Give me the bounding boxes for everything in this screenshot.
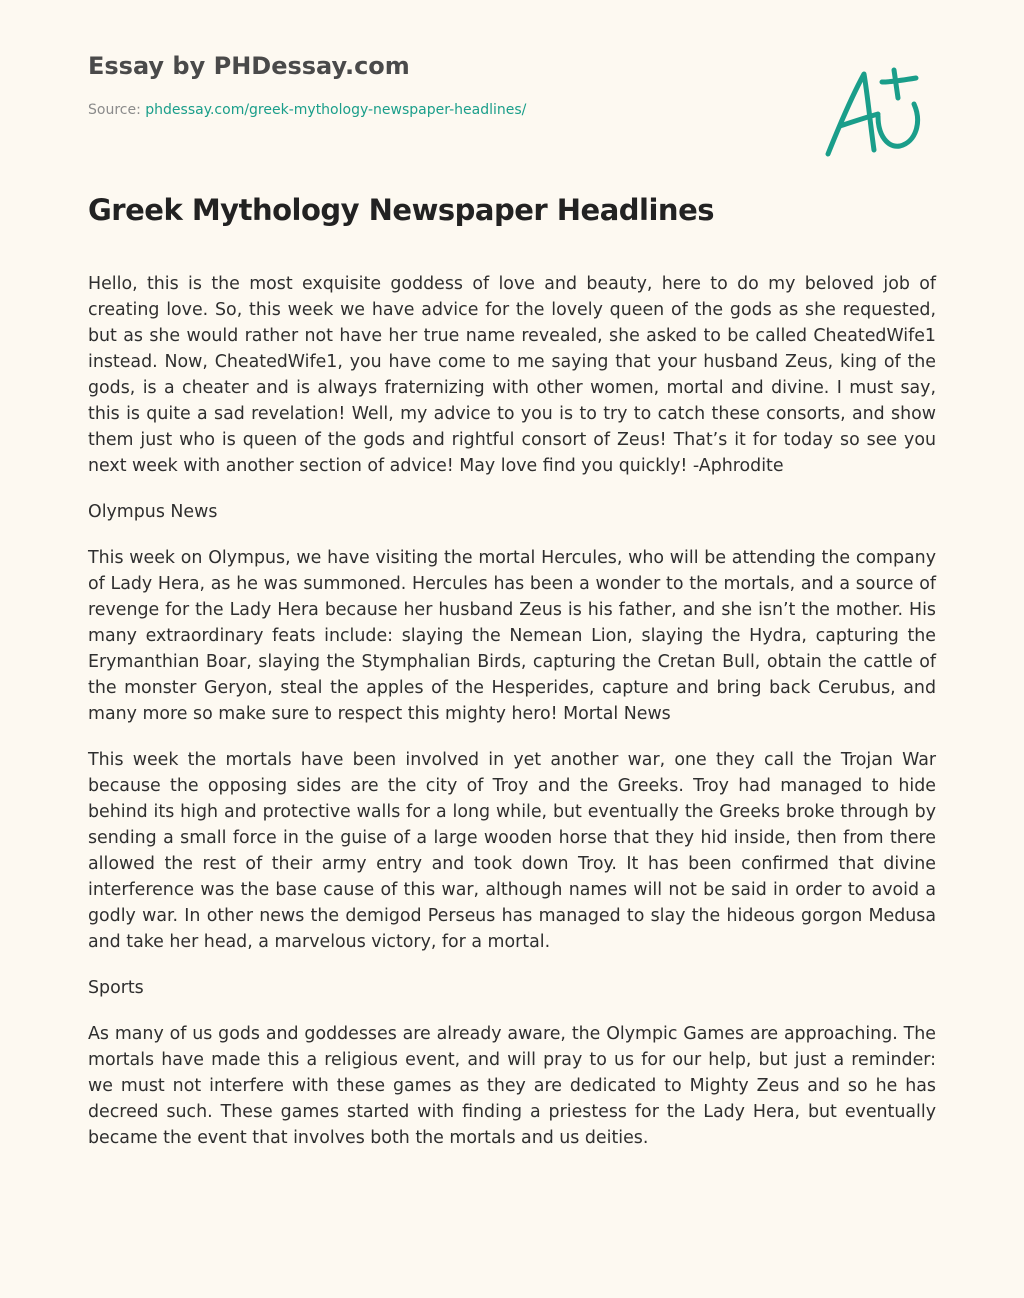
article-body xyxy=(88,271,936,1171)
paragraph-mortal-news: This week the mortals have been involved in yet another war, one they call the Trojan War because the opposing sides are the city of Troy and the Greeks. Troy had managed to hide behind its high and protective walls for a long while, but eventually the Greeks broke through by sending a small force in the guise of a large wooden horse that they hid inside, then from there allowed the rest of their army entry and took down Troy. It has been confirmed that divine interference was the base cause of this war, although names will not be said in order to avoid a godly war. In other news the demigod Perseus has managed to slay the hideous gorgon Medusa and take her head, a marvelous victory, for a mortal. xyxy=(88,750,936,952)
paragraph-sports: As many of us gods and goddesses are already aware, the Olympic Games are approaching. The mortals have made this a religious event, and will pray to us for our help, but just a reminder: we must not interfere with these games as they are dedicated to Mighty Zeus and so he has decreed such. These games started with finding a priestess for the Lady Hera, but eventually became the event that involves both the mortals and us deities. xyxy=(88,1024,936,1148)
source-label: Source: xyxy=(88,102,146,118)
a-plus-grade-icon xyxy=(818,62,934,166)
source-link[interactable]: phdessay.com/greek-mythology-newspaper-headlines/ xyxy=(145,102,527,118)
section-heading-olympus-news: Olympus News xyxy=(88,502,218,522)
section-heading-sports: Sports xyxy=(88,978,144,998)
site-brand: Essay by PHDessay.com xyxy=(88,52,410,80)
paragraph-olympus-news: This week on Olympus, we have visiting the mortal Hercules, who will be attending the company of Lady Hera, as he was summoned. Hercules has been a wonder to the mortals, and a source of revenge for the Lady Hera because her husband Zeus is his father, and she isn’t the mother. His many extraordinary feats include: slaying the Nemean Lion, slaying the Hydra, capturing the Erymanthian Boar, slaying the Stymphalian Birds, capturing the Cretan Bull, obtain the cattle of the monster Geryon, steal the apples of the Hesperides, capture and bring back Cerubus, and many more so make sure to respect this mighty hero! Mortal News xyxy=(88,548,936,724)
source-line xyxy=(88,101,526,119)
paragraph-advice: Hello, this is the most exquisite goddess of love and beauty, here to do my beloved job of creating love. So, this week we have advice for the lovely queen of the gods as she requested, but as she would rather not have her true name revealed, she asked to be called CheatedWife1 instead. Now, CheatedWife1, you have come to me saying that your husband Zeus, king of the gods, is a cheater and is always fraternizing with other women, mortal and divine. I must say, this is quite a sad revelation! Well, my advice to you is to try to catch these consorts, and show them just who is queen of the gods and rightful consort of Zeus! That’s it for today so see you next week with another section of advice! May love find you quickly! -Aphrodite xyxy=(88,274,936,476)
article-title: Greek Mythology Newspaper Headlines xyxy=(88,193,715,227)
